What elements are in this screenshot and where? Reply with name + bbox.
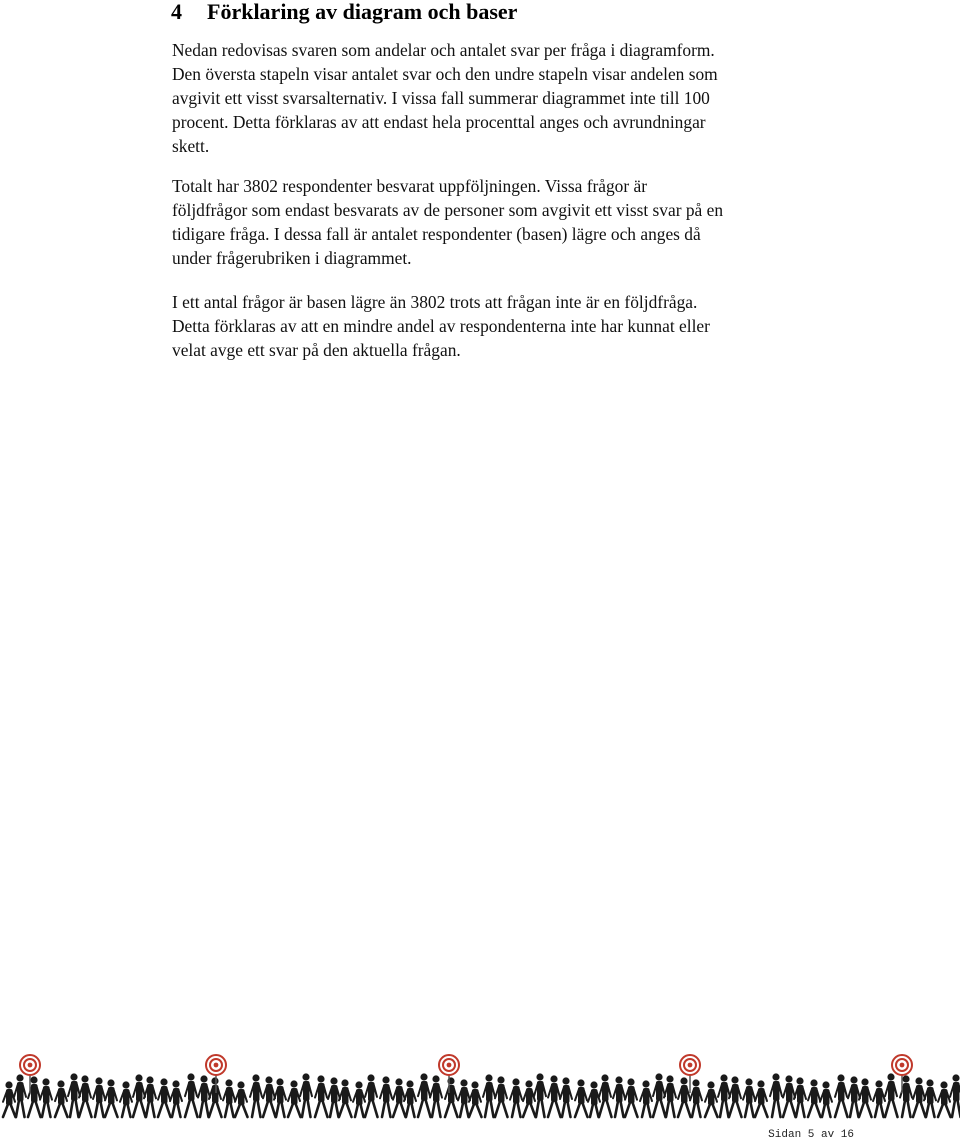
walking-person-icon bbox=[523, 1080, 536, 1117]
walking-person-icon bbox=[393, 1078, 406, 1117]
walking-person-icon bbox=[718, 1074, 730, 1117]
walking-person-icon bbox=[133, 1074, 146, 1117]
walking-person-icon bbox=[315, 1075, 328, 1117]
target-icon bbox=[439, 1055, 459, 1093]
walking-person-icon bbox=[185, 1073, 198, 1117]
walking-person-icon bbox=[950, 1074, 960, 1117]
walking-person-icon bbox=[640, 1080, 652, 1117]
walking-person-icon bbox=[68, 1073, 80, 1117]
paragraph-line: I ett antal frågor är basen lägre än 3802 trots att frågan inte är en följdfråga. bbox=[172, 292, 698, 312]
walking-person-icon bbox=[365, 1074, 378, 1117]
walking-person-icon bbox=[783, 1075, 796, 1117]
walking-person-icon bbox=[93, 1077, 105, 1117]
walking-person-icon bbox=[560, 1077, 572, 1117]
paragraph-line: velat avge ett svar på den aktuella frågan. bbox=[172, 340, 461, 360]
walking-person-icon bbox=[625, 1078, 638, 1117]
walking-person-icon bbox=[158, 1078, 171, 1117]
paragraph-base-explanation bbox=[172, 290, 710, 362]
walking-person-icon bbox=[14, 1074, 26, 1117]
walking-person-icon bbox=[483, 1074, 495, 1117]
walking-person-icon bbox=[495, 1076, 508, 1117]
paragraph-respondents bbox=[172, 174, 723, 270]
walking-person-icon bbox=[300, 1073, 312, 1117]
walking-person-icon bbox=[250, 1074, 262, 1117]
paragraph-line: Nedan redovisas svaren som andelar och antalet svar per fråga i diagramform. bbox=[172, 40, 715, 60]
paragraph-line: avgivit ett visst svarsalternativ. I vissa fall summerar diagrammet inte till 100 bbox=[172, 88, 710, 108]
paragraph-line: procent. Detta förklaras av att endast hela procenttal anges och avrundningar bbox=[172, 112, 706, 132]
walking-person-icon bbox=[690, 1079, 702, 1117]
walking-person-icon bbox=[873, 1080, 885, 1117]
walking-person-icon bbox=[380, 1076, 392, 1117]
walking-person-icon bbox=[924, 1079, 936, 1117]
walking-person-icon bbox=[548, 1075, 561, 1117]
walking-crowd-icon bbox=[0, 1045, 960, 1125]
section-heading bbox=[171, 0, 517, 24]
walking-person-icon bbox=[120, 1081, 132, 1117]
walking-person-icon bbox=[445, 1077, 458, 1117]
walking-person-icon bbox=[938, 1081, 951, 1117]
walking-person-icon bbox=[418, 1073, 431, 1117]
walking-person-icon bbox=[40, 1078, 52, 1117]
walking-person-icon bbox=[55, 1080, 68, 1117]
walking-person-icon bbox=[198, 1075, 210, 1117]
walking-person-icon bbox=[575, 1079, 588, 1117]
walking-person-icon bbox=[820, 1081, 832, 1117]
walking-person-icon bbox=[328, 1077, 340, 1117]
walking-person-icon bbox=[3, 1081, 16, 1117]
walking-person-icon bbox=[288, 1080, 301, 1117]
paragraph-line: skett. bbox=[172, 136, 210, 156]
walking-person-icon bbox=[263, 1076, 276, 1117]
walking-person-icon bbox=[510, 1078, 522, 1117]
page-number: Sidan 5 av 16 bbox=[768, 1129, 854, 1141]
paragraph-line: Detta förklaras av att en mindre andel av respondenterna inte har kunnat eller bbox=[172, 316, 710, 336]
walking-person-icon bbox=[235, 1081, 248, 1117]
walking-person-icon bbox=[613, 1076, 625, 1117]
walking-person-icon bbox=[588, 1081, 600, 1117]
walking-person-icon bbox=[835, 1074, 848, 1117]
walking-person-icon bbox=[458, 1079, 470, 1117]
walking-person-icon bbox=[430, 1075, 442, 1117]
walking-person-icon bbox=[339, 1079, 352, 1117]
paragraph-diagram-explanation bbox=[172, 38, 718, 158]
walking-person-icon bbox=[743, 1078, 755, 1117]
walking-person-icon bbox=[105, 1079, 118, 1117]
walking-person-icon bbox=[404, 1080, 416, 1117]
walking-person-icon bbox=[770, 1073, 782, 1117]
walking-person-icon bbox=[848, 1076, 860, 1117]
walking-person-icon bbox=[599, 1074, 612, 1117]
section-number: 4 bbox=[171, 0, 182, 24]
walking-person-icon bbox=[469, 1081, 482, 1117]
section-title: Förklaring av diagram och baser bbox=[207, 0, 518, 24]
walking-person-icon bbox=[755, 1080, 768, 1117]
walking-person-icon bbox=[653, 1073, 666, 1117]
walking-person-icon bbox=[678, 1077, 691, 1117]
walking-person-icon bbox=[170, 1080, 182, 1117]
walking-person-icon bbox=[859, 1078, 872, 1117]
walking-person-icon bbox=[705, 1081, 718, 1117]
paragraph-line: följdfrågor som endast besvarats av de personer som avgivit ett visst svar på en bbox=[172, 200, 724, 220]
target-icon bbox=[206, 1055, 226, 1093]
paragraph-line: tidigare fråga. I dessa fall är antalet respondenter (basen) lägre och anges då bbox=[172, 224, 701, 244]
walking-person-icon bbox=[885, 1073, 898, 1117]
walking-person-icon bbox=[353, 1081, 365, 1117]
paragraph-line: Totalt har 3802 respondenter besvarat uppföljningen. Vissa frågor är bbox=[172, 176, 648, 196]
walking-person-icon bbox=[913, 1077, 926, 1117]
paragraph-line: under frågerubriken i diagrammet. bbox=[172, 248, 412, 268]
walking-person-icon bbox=[808, 1079, 821, 1117]
walking-person-icon bbox=[223, 1079, 235, 1117]
paragraph-line: Den översta stapeln visar antalet svar och den undre stapeln visar andelen som bbox=[172, 64, 718, 84]
walking-person-icon bbox=[534, 1073, 546, 1117]
